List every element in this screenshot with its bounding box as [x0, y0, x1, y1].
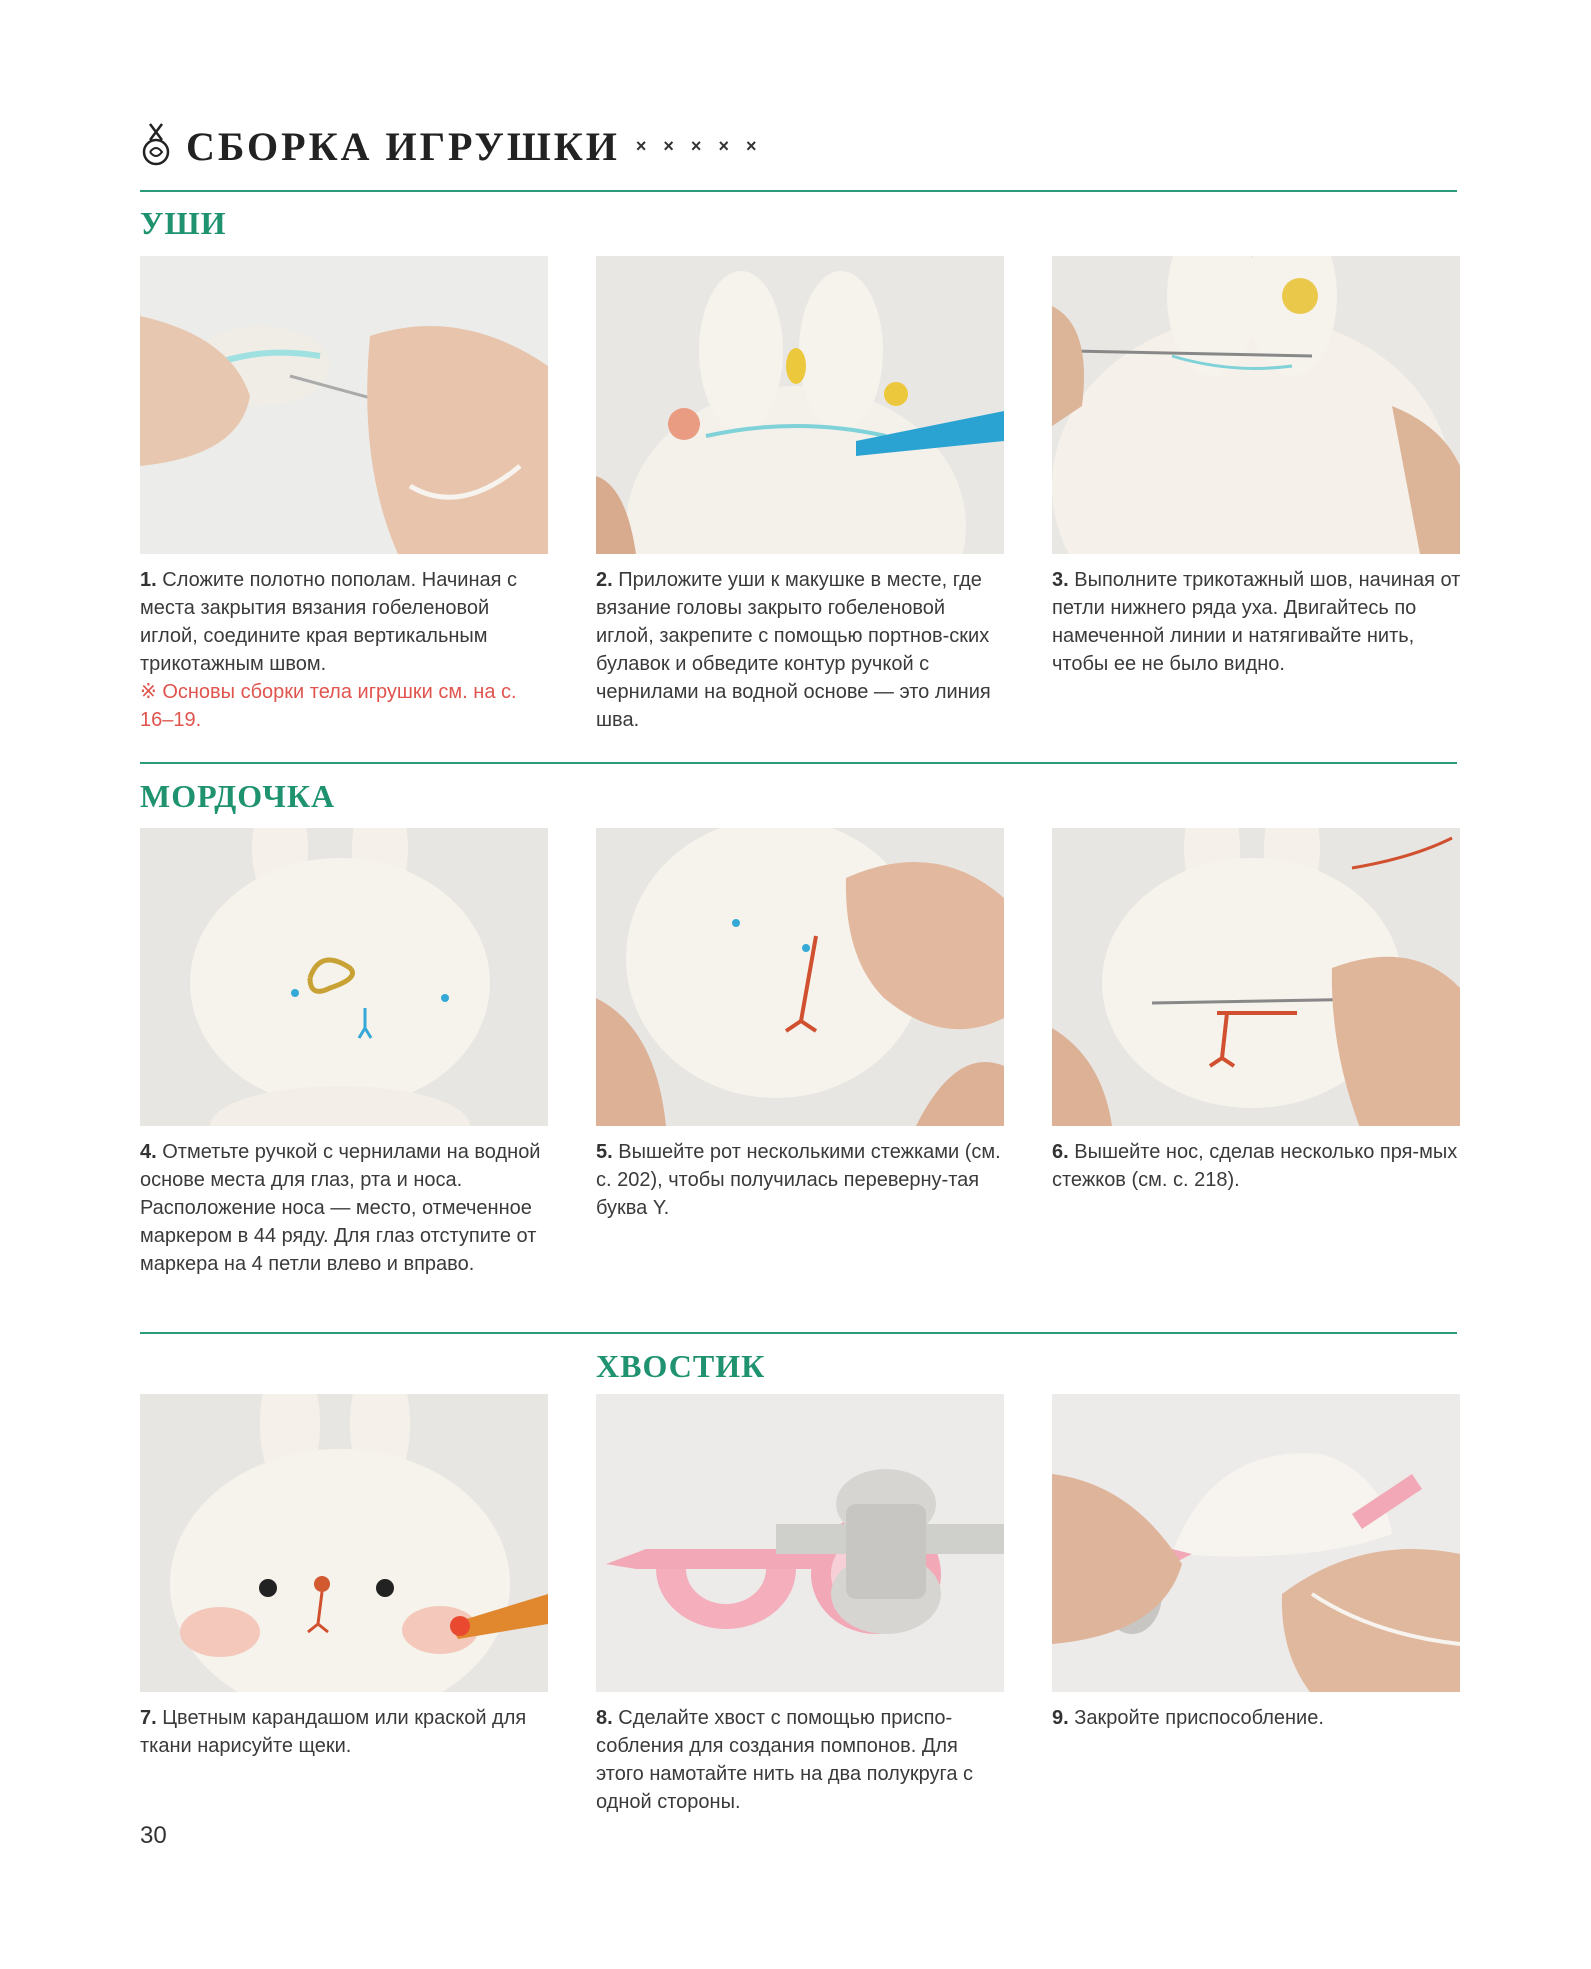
- step-5-caption: [596, 1138, 1008, 1222]
- step-text: Вышейте рот несколькими стежками (см. с. 202), чтобы получилась переверну-тая буква Y.: [596, 1141, 1001, 1219]
- step-text: Закройте приспособление.: [1074, 1707, 1324, 1729]
- page-title: СБОРКА ИГРУШКИ: [186, 123, 620, 169]
- step-number: 7.: [140, 1707, 157, 1729]
- divider: [140, 1332, 1457, 1334]
- divider: [140, 762, 1457, 764]
- page-header: [140, 118, 762, 174]
- step-text: Сложите полотно пополам. Начиная с места закрытия вязания гобеленовой иглой, соедините края вертикальным трикотажным швом.: [140, 569, 518, 675]
- step-2-caption: [596, 566, 1008, 734]
- section-title-ears: УШИ: [140, 205, 227, 241]
- step-number: 6.: [1052, 1141, 1069, 1163]
- step-5-photo: [596, 828, 1004, 1126]
- header-decoration: × × × × ×: [635, 135, 763, 156]
- step-text: Приложите уши к макушке в месте, где вязание головы закрыто гобеленовой иглой, закрепите с помощью портнов-ских булавок и обведите контур ручкой с чернилами на водной основе — это линия шва.: [596, 569, 991, 731]
- step-3-photo: [1052, 256, 1460, 554]
- step-number: 8.: [596, 1707, 613, 1729]
- step-8-photo: [596, 1394, 1004, 1692]
- step-text: Сделайте хвост с помощью приспо-собления для создания помпонов. Для этого намотайте нить на два полукруга с одной стороны.: [596, 1707, 974, 1813]
- step-text: Отметьте ручкой с чернилами на водной основе места для глаз, рта и носа. Расположение носа — место, отмеченное маркером в 44 ряду. Для глаз отступите от маркера на 4 петли влево и вправо.: [140, 1141, 541, 1275]
- divider: [140, 190, 1457, 192]
- step-number: 3.: [1052, 569, 1069, 591]
- step-9-photo: [1052, 1394, 1460, 1692]
- step-7-caption: [140, 1704, 552, 1760]
- step-6-caption: [1052, 1138, 1464, 1194]
- step-7-photo: [140, 1394, 548, 1692]
- step-note: ※ Основы сборки тела игрушки см. на с. 16–19.: [140, 681, 517, 731]
- step-4-caption: [140, 1138, 552, 1278]
- yarn-needle-icon: [140, 120, 172, 173]
- step-text: Цветным карандашом или краской для ткани нарисуйте щеки.: [140, 1707, 527, 1757]
- step-8-caption: [596, 1704, 1008, 1816]
- step-text: Вышейте нос, сделав несколько пря-мых стежков (см. с. 218).: [1052, 1141, 1458, 1191]
- step-number: 2.: [596, 569, 613, 591]
- step-number: 4.: [140, 1141, 157, 1163]
- page-number: 30: [140, 1822, 167, 1849]
- step-9-caption: [1052, 1704, 1464, 1732]
- step-3-caption: [1052, 566, 1464, 678]
- section-title-tail: ХВОСТИК: [596, 1348, 766, 1384]
- step-text: Выполните трикотажный шов, начиная от петли нижнего ряда уха. Двигайтесь по намеченной линии и натягивайте нить, чтобы ее не было видно.: [1052, 569, 1461, 675]
- section-title-face: МОРДОЧКА: [140, 778, 336, 814]
- step-number: 9.: [1052, 1707, 1069, 1729]
- step-6-photo: [1052, 828, 1460, 1126]
- step-number: 1.: [140, 569, 157, 591]
- step-4-photo: [140, 828, 548, 1126]
- step-number: 5.: [596, 1141, 613, 1163]
- step-2-photo: [596, 256, 1004, 554]
- step-1-caption: [140, 566, 552, 734]
- step-1-photo: [140, 256, 548, 554]
